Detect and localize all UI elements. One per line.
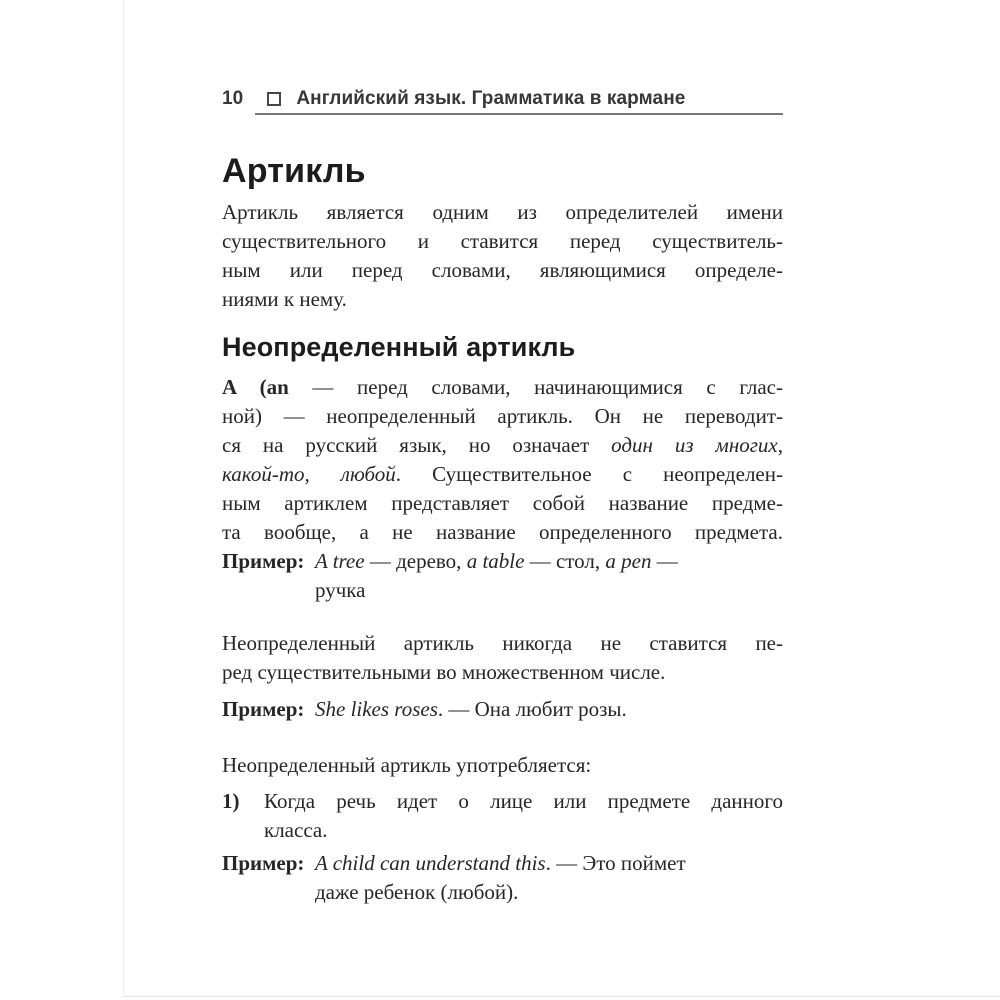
usage-intro-paragraph: Неопределенный артикль употребляется: [222,753,592,777]
list-item-marker: 1) [222,789,240,813]
running-header-title: Английский язык. Грамматика в кармане [296,88,686,109]
chapter-title: Артикль [222,152,366,190]
example-label: Пример: [222,851,305,875]
example-text: She likes roses. — Она любит розы. [315,697,627,721]
example-text: A child can understand this. — Это поймет даже ребенок (любой). [315,851,686,904]
header-rule [255,113,783,115]
example-block-3 [222,849,783,907]
example-text: A tree — дерево, a table — стол, a pen — ручка [315,549,678,602]
section-heading: Неопределенный артикль [222,332,576,362]
list-item-text: Когда речь идет о лице или предмете данного класса. [264,789,783,842]
page-number: 10 [222,88,244,109]
square-bullet-icon [267,92,281,106]
usage-list-item-1 [222,787,783,845]
plural-rule-paragraph: Неопределенный артикль никогда не ставится пе- ред существительными во множественном числе. [222,631,783,684]
intro-paragraph: Артикль является одним из определителей имени существительного и ставится перед существитель- ным или перед словами, являющимися определе- ниями к нему. [222,200,783,311]
page-left-edge [123,0,124,996]
indefinite-article-paragraph: A (an — перед словами, начинающимися с глас- ной) — неопределенный артикль. Он не переводит- ся на русский язык, но означает один из многих, какой-то, любой. Существительное с неопределен- ным артиклем представляет собой название предме- та вообще, а не название определенного предмета. [222,375,784,544]
example-block-2 [222,695,783,724]
example-label: Пример: [222,549,305,573]
example-block-1 [222,547,783,605]
running-header [222,88,783,110]
page-bottom-edge [123,996,1000,997]
example-label: Пример: [222,697,305,721]
page-content [222,88,783,907]
